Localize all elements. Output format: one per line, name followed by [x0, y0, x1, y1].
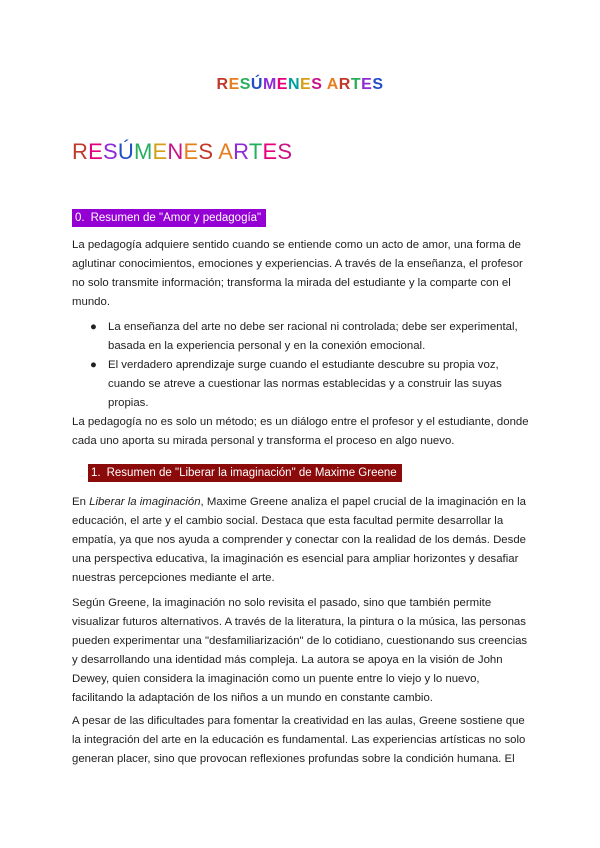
paragraph-body: , Maxime Greene analiza el papel crucial de la imaginación en la educación, el arte y el cambio social. Destaca que esta facultad permite desarrollar la empatía, ya que nos ayuda a comprender y conectar con la realidad de los demás. Desde una perspectiva educativa, la imaginación es esencial para ampliar horizontes y desafiar nuestras percepciones mediante el arte.: [72, 496, 526, 584]
bullet-list: [72, 318, 532, 413]
paragraph: Según Greene, la imaginación no solo revisita el pasado, sino que también permite visualizar futuros alternativos. A través de la literatura, la pintura o la música, las personas pueden experimentar una "desfamiliarización" de lo cotidiano, cuestionando sus creencias y desarrollando una identidad más compleja. La autora se apoya en la visión de John Dewey, quien considera la imaginación como un puente entre lo viejo y lo nuevo, facilitando la adaptación de los niños a un mundo en constante cambio.: [72, 597, 528, 704]
header-title: RESÚMENES ARTES: [216, 76, 384, 93]
paragraph-prefix: En: [72, 496, 90, 508]
book-title: Liberar la imaginación: [89, 496, 201, 508]
paragraph: A pesar de las dificultades para fomentar la creatividad en las aulas, Greene sostiene que la integración del arte en la educación es fundamental. Las experiencias artísticas no solo generan placer, sino que provocan reflexiones profundas sobre la condición humana. El: [72, 715, 526, 765]
bullet-icon: ●: [90, 359, 97, 371]
paragraph: La pedagogía adquiere sentido cuando se entiende como un acto de amor, una forma de aglutinar conocimientos, emociones y experiencias. A través de la enseñanza, el profesor no solo transmite información; transforma la mirada del estudiante y la comparte con el mundo.: [72, 239, 523, 308]
section-heading-text: Resumen de "Liberar la imaginación" de Maxime Greene: [106, 467, 397, 479]
section-heading-amor-y-pedagogia: [72, 209, 266, 227]
section-heading-text: Resumen de "Amor y pedagogía": [90, 212, 262, 224]
list-item-text: El verdadero aprendizaje surge cuando el estudiante descubre su propia voz, cuando se atreve a cuestionar las normas establecidas y a construir las suyas propias.: [108, 359, 502, 409]
paragraph: [72, 493, 530, 588]
section-heading-liberar-la-imaginacion: [88, 464, 402, 482]
bullet-icon: ●: [90, 321, 97, 333]
list-item: [72, 356, 532, 413]
section-number: 0.: [75, 212, 85, 224]
document-title: RESÚMENES ARTES: [72, 139, 293, 164]
paragraph: La pedagogía no es solo un método; es un diálogo entre el profesor y el estudiante, donde cada uno aporta su mirada personal y transforma el proceso en algo nuevo.: [72, 416, 529, 447]
section-number: 1.: [91, 467, 101, 479]
list-item-text: La enseñanza del arte no debe ser racional ni controlada; debe ser experimental, basada en la experiencia personal y en la conexión emocional.: [108, 321, 518, 352]
list-item: [72, 318, 532, 356]
